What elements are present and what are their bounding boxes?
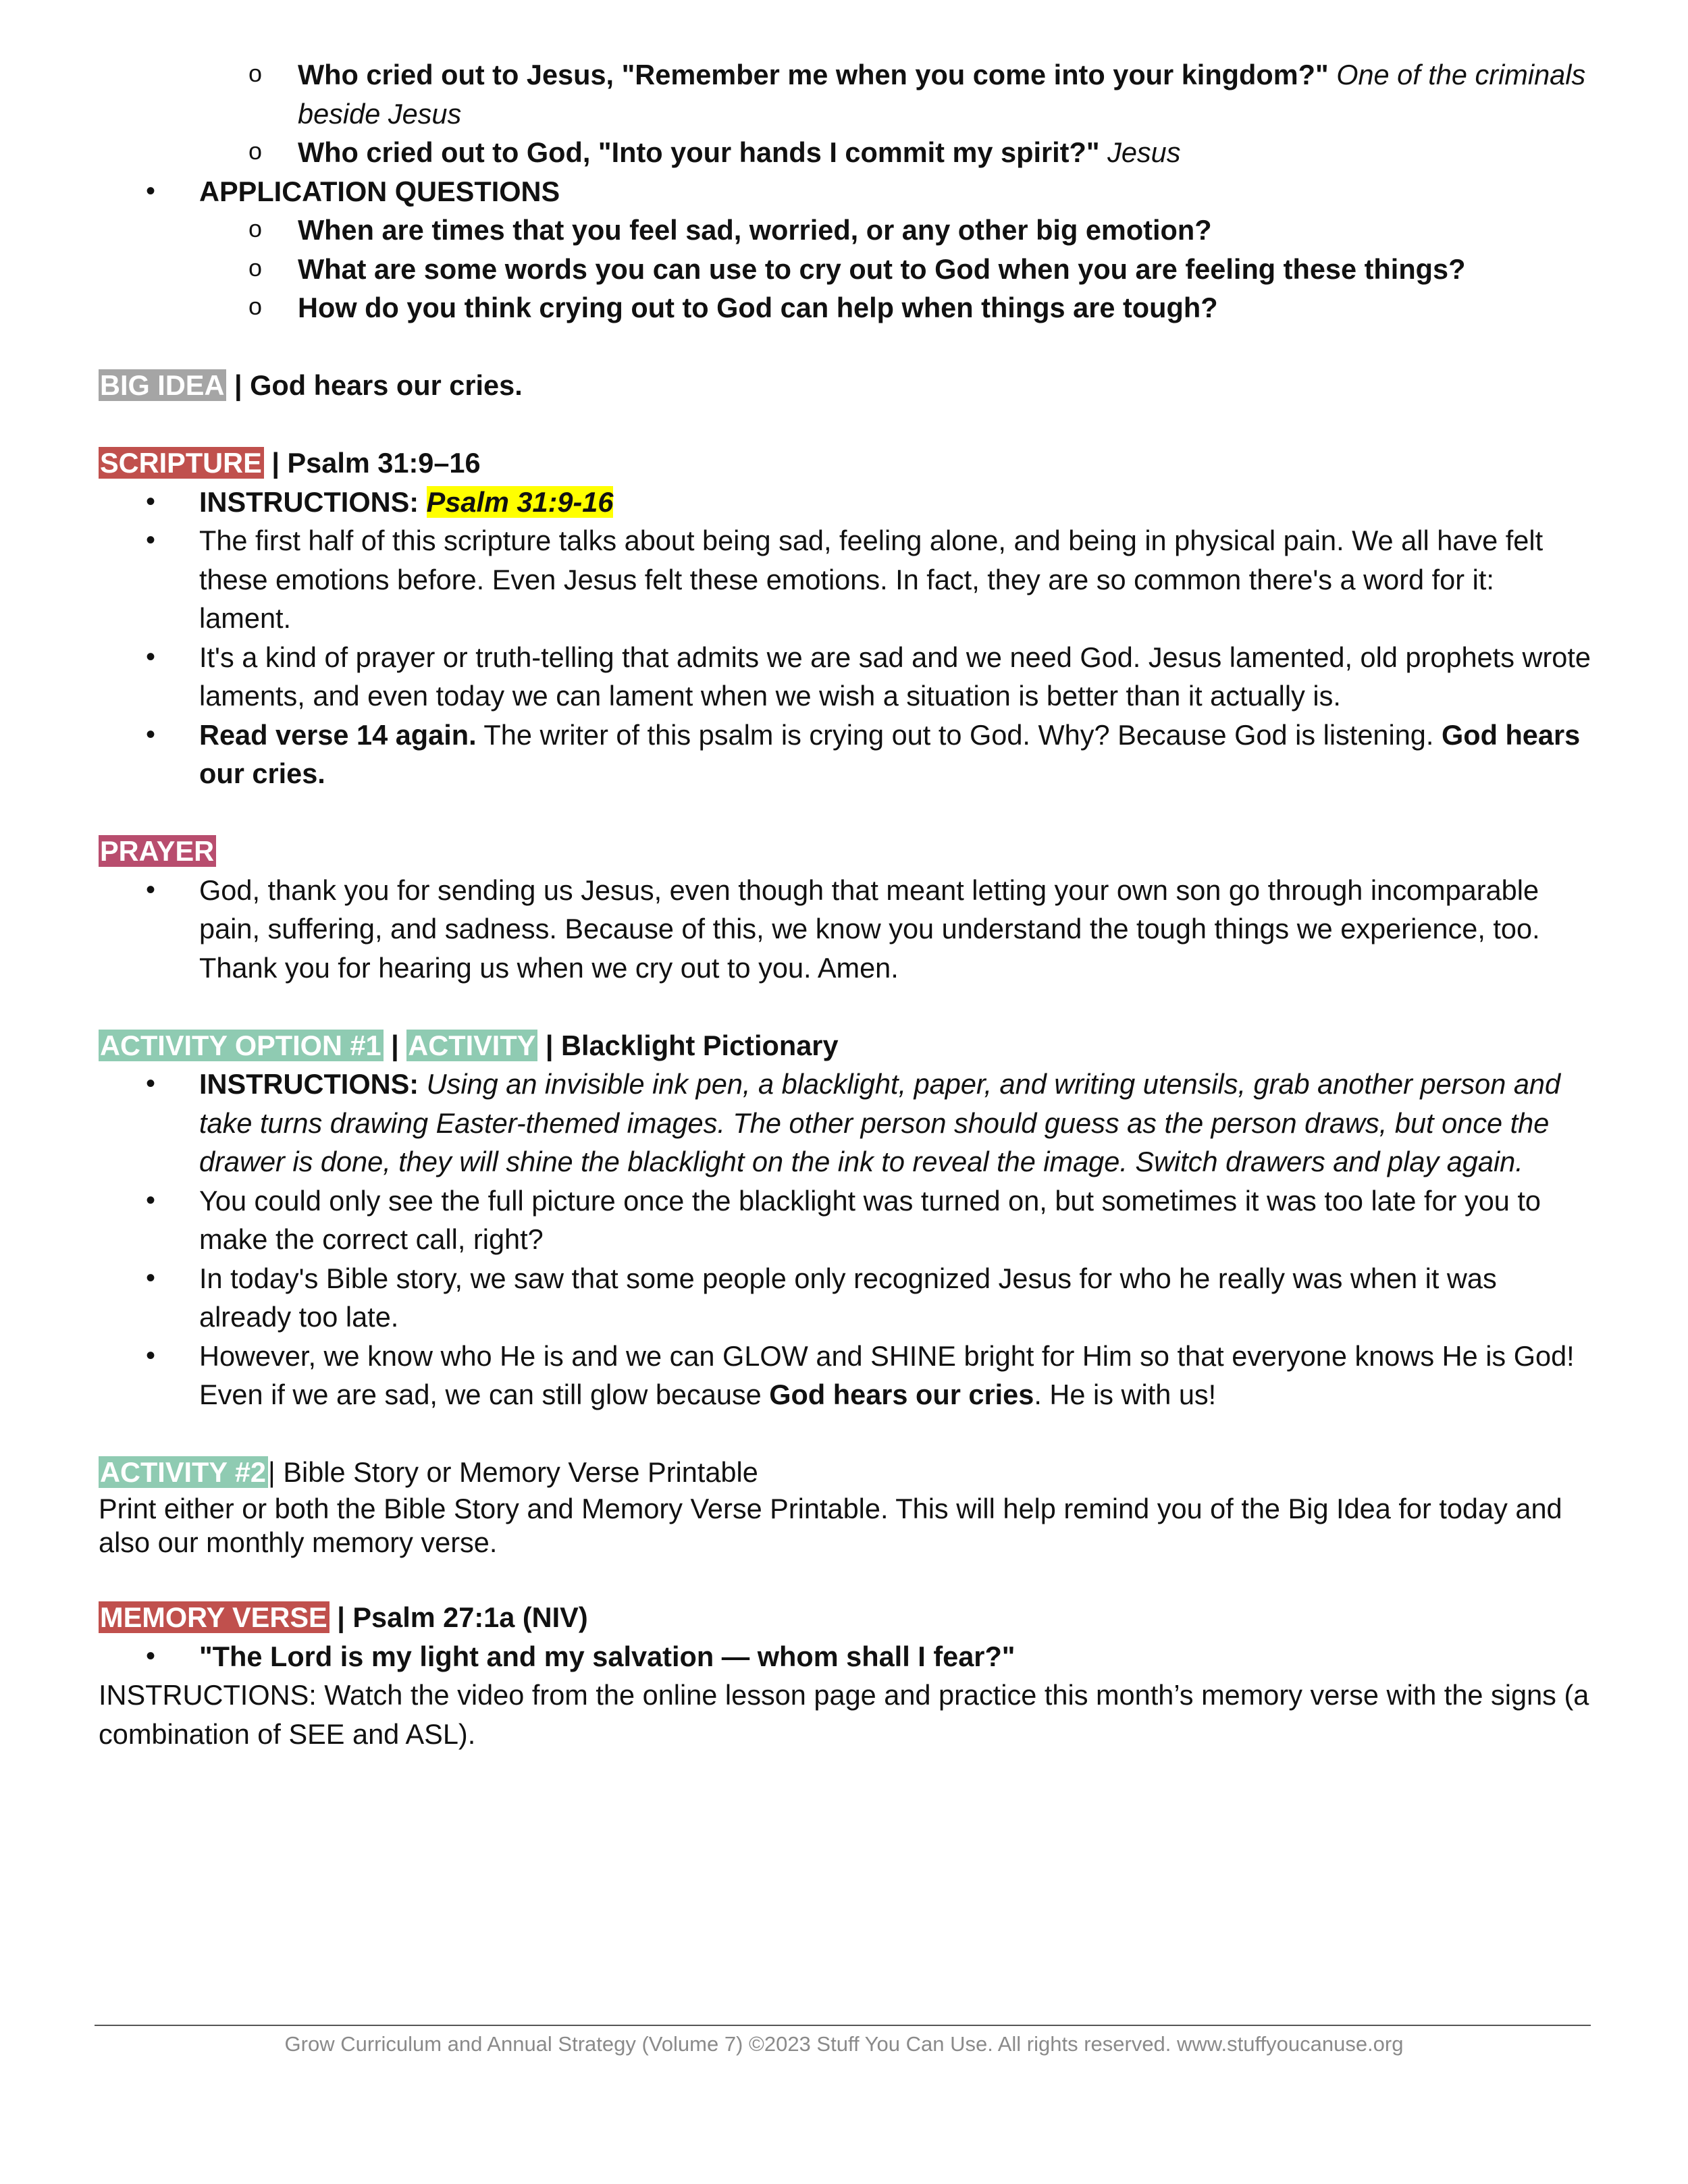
big-idea-text: God hears our cries. <box>250 369 523 401</box>
big-idea-tag: BIG IDEA <box>99 369 226 401</box>
scripture-list <box>99 483 1591 793</box>
list-item: • However, we know who He is and we can GLOW and SHINE bright for Him so that everyone knows He is God! Even if we are sad, we can still glow because God hears our cries. He is with us! <box>99 1337 1591 1414</box>
list-item: • You could only see the full picture once the blacklight was turned on, but sometimes it was too late for you to make the correct call, right? <box>99 1181 1591 1259</box>
list-item <box>99 55 1591 133</box>
list-item: o What are some words you can use to cry out to God when you are feeling these things? <box>99 250 1591 289</box>
lesson-content <box>99 55 1591 1753</box>
list-item: o How do you think crying out to God can help when things are tough? <box>99 288 1591 327</box>
answer-text: One of the criminals beside Jesus <box>298 59 1586 130</box>
list-item: • INSTRUCTIONS: Psalm 31:9-16 <box>99 483 1591 522</box>
list-item <box>99 1637 1591 1676</box>
list-item: o When are times that you feel sad, worried, or any other big emotion? <box>99 211 1591 250</box>
list-item <box>99 133 1591 172</box>
question-text: Who cried out to Jesus, "Remember me when you come into your kingdom?" <box>298 59 1329 90</box>
scripture-reference: Psalm 31:9–16 <box>287 447 481 479</box>
prayer-list <box>99 871 1591 988</box>
memory-verse-text: "The Lord is my light and my salvation — whom shall I fear?" <box>199 1640 1016 1672</box>
list-item: • It's a kind of prayer or truth-telling that admits we are sad and we need God. Jesus lamented, old prophets wrote laments, and even today we can lament when we wish a situation is better than it actually is. <box>99 638 1591 716</box>
memory-verse-heading: MEMORY VERSE | Psalm 27:1a (NIV) <box>100 1601 588 1633</box>
list-item: • God, thank you for sending us Jesus, even though that meant letting your own son go through incomparable pain, suffering, and sadness. Because of this, we know you understand the tough things we experience, too. Thank you for hearing us when we cry out to you. Amen. <box>99 871 1591 988</box>
activity1-list <box>99 1065 1591 1414</box>
list-item: • In today's Bible story, we saw that some people only recognized Jesus for who he really was when it was already too late. <box>99 1259 1591 1337</box>
activity2-heading <box>99 1453 1591 1492</box>
footer-divider <box>95 2025 1591 2026</box>
activity1-heading: ACTIVITY OPTION #1 | ACTIVITY | Blacklight Pictionary <box>100 1029 839 1061</box>
big-idea-heading: BIG IDEA | God hears our cries. <box>100 369 523 401</box>
activity2-text: Print either or both the Bible Story and Memory Verse Printable. This will help remind you of the Big Idea for today and also our monthly memory verse. <box>99 1492 1562 1558</box>
activity2-title: | Bible Story or Memory Verse Printable <box>268 1456 758 1488</box>
list-item: • The first half of this scripture talks about being sad, feeling alone, and being in physical pain. We all have felt these emotions before. Even Jesus felt these emotions. In fact, they are so common there's a word for it: lament. <box>99 521 1591 638</box>
activity2-tag: ACTIVITY #2 <box>99 1456 268 1488</box>
highlighted-reference: Psalm 31:9-16 <box>426 485 614 518</box>
memory-verse-tag: MEMORY VERSE <box>99 1601 329 1633</box>
prayer-heading <box>99 832 1591 871</box>
activity-option-tag: ACTIVITY OPTION #1 <box>99 1030 384 1061</box>
scripture-tag: SCRIPTURE <box>99 447 264 479</box>
story-question-list <box>99 55 1591 327</box>
question-text: Who cried out to God, "Into your hands I commit my spirit?" <box>298 136 1100 168</box>
application-heading: • APPLICATION QUESTIONS <box>99 172 1591 211</box>
list-item: • Read verse 14 again. The writer of this psalm is crying out to God. Why? Because God is listening. God hears our cries. <box>99 716 1591 793</box>
prayer-tag: PRAYER <box>99 835 216 867</box>
answer-text: Jesus <box>1107 136 1181 168</box>
list-item: • INSTRUCTIONS: Using an invisible ink pen, a blacklight, paper, and writing utensils, grab another person and take turns drawing Easter-themed images. The other person should guess as the person draws, but once the drawer is done, they will shine the blacklight on the ink to reveal the image. Switch drawers and play again. <box>99 1065 1591 1181</box>
scripture-heading: SCRIPTURE | Psalm 31:9–16 <box>100 447 481 479</box>
activity-title: Blacklight Pictionary <box>561 1029 839 1061</box>
activity-tag: ACTIVITY <box>406 1030 537 1061</box>
memory-verse-instructions: INSTRUCTIONS: Watch the video from the online lesson page and practice this month’s memory verse with the signs (a combination of SEE and ASL). <box>99 1679 1589 1750</box>
memory-verse-list <box>99 1637 1591 1676</box>
footer-text: Grow Curriculum and Annual Strategy (Volume 7) ©2023 Stuff You Can Use. All rights reserved. www.stuffyoucanuse.org <box>284 2032 1404 2056</box>
memory-verse-reference: Psalm 27:1a (NIV) <box>352 1601 588 1633</box>
